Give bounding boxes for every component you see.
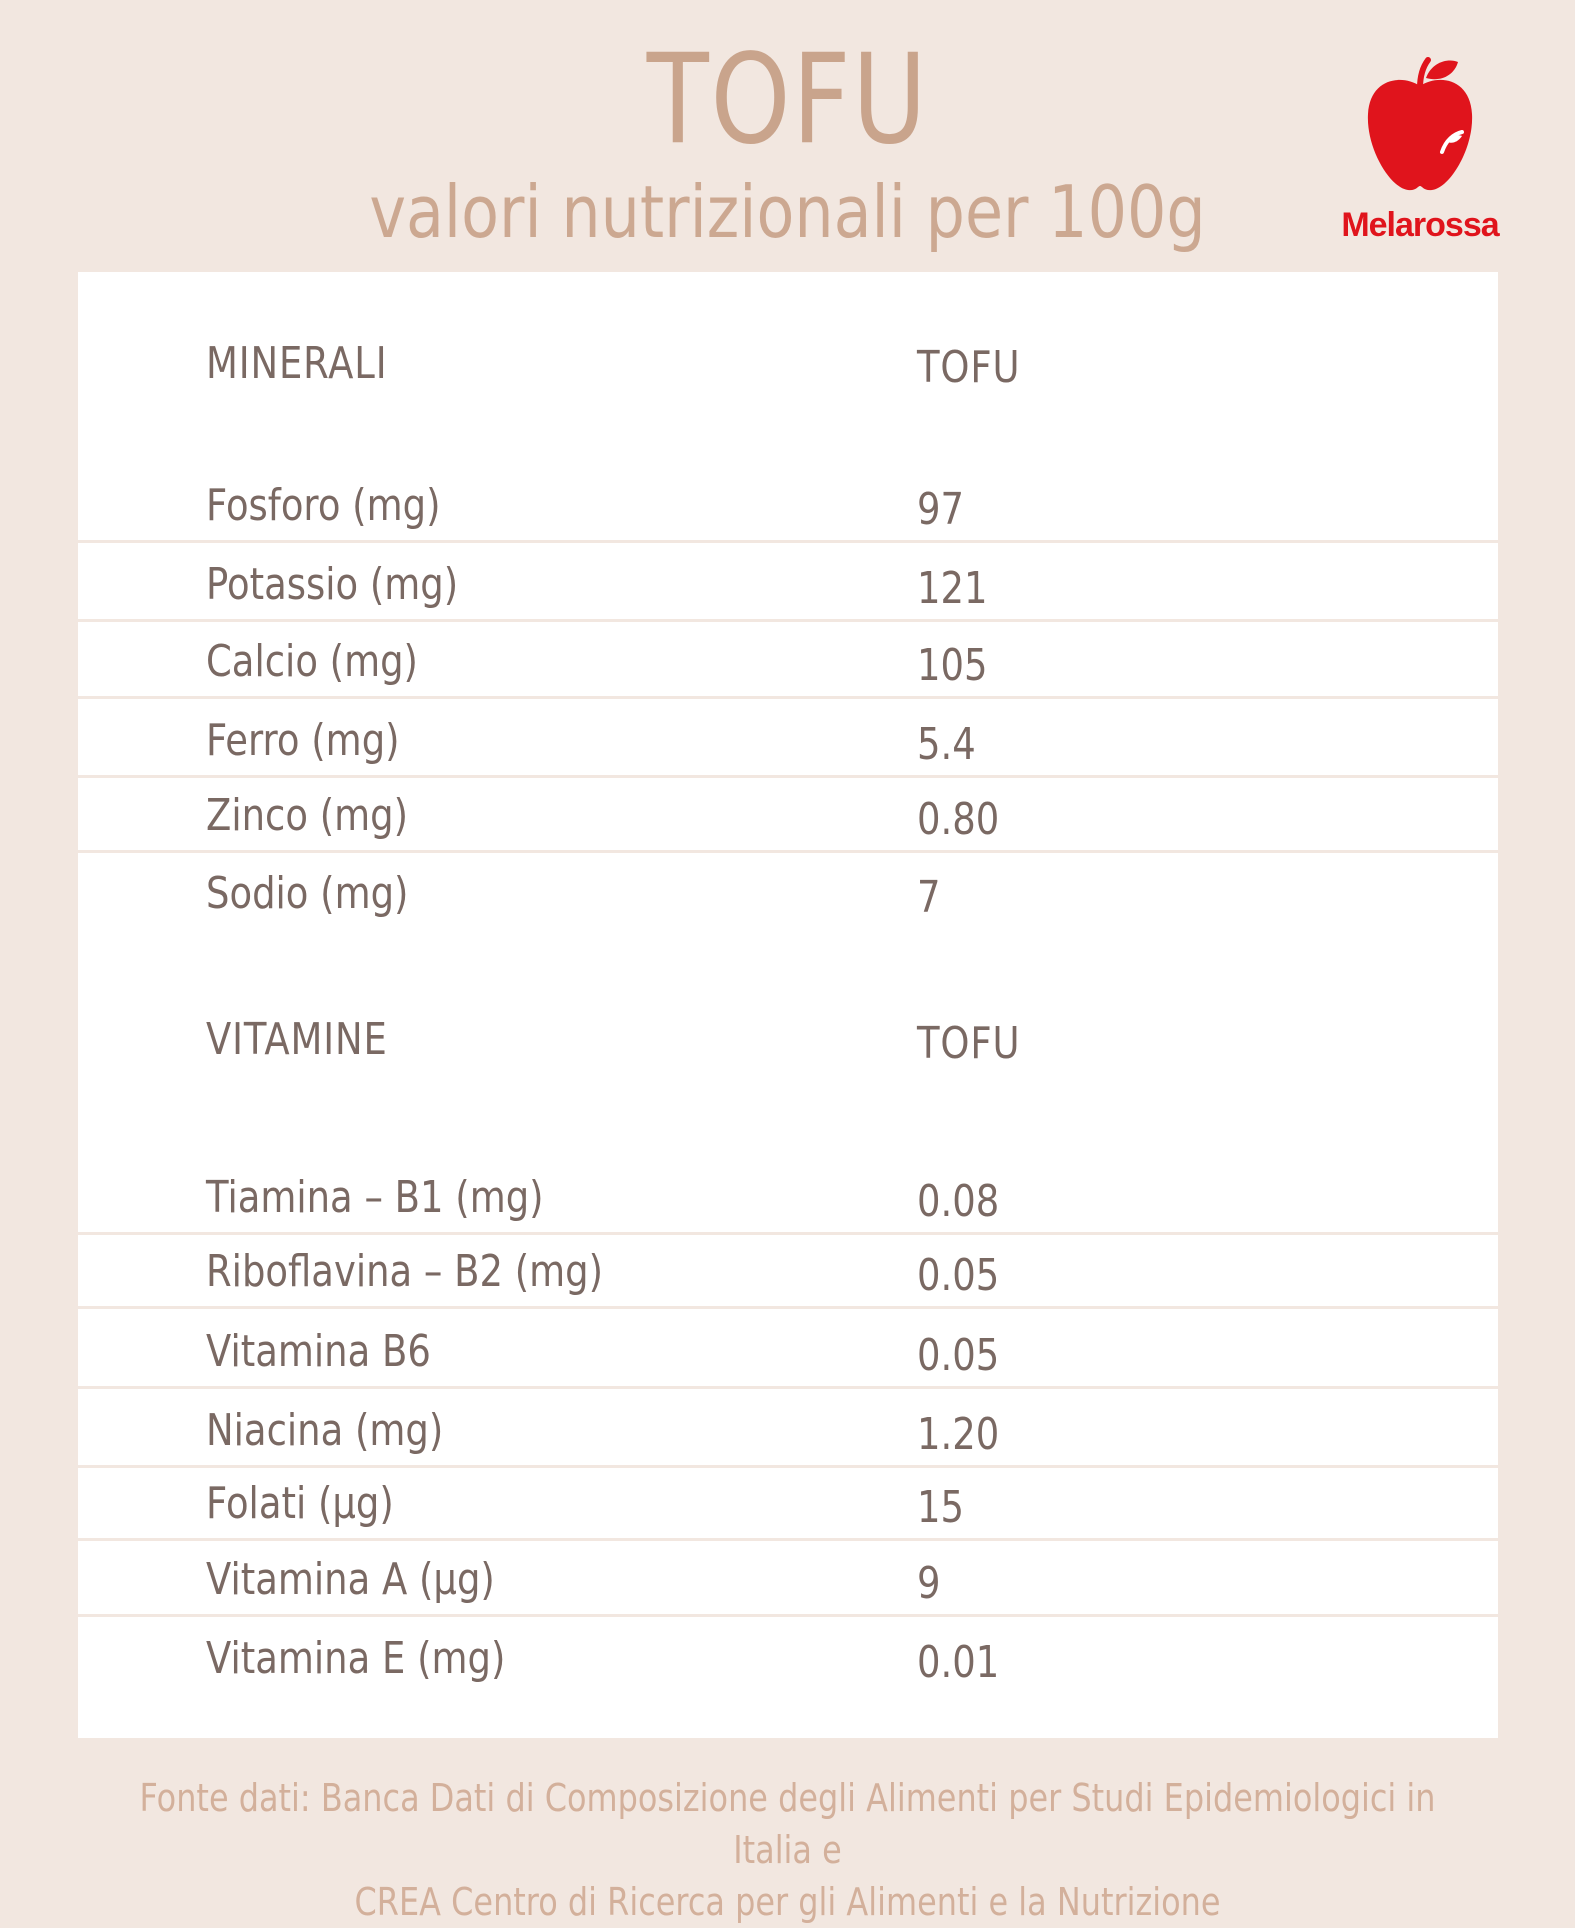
vitamins-header-row [78,998,1498,1074]
row-label: Niacina (mg) [206,1405,444,1456]
page-title: TOFU [646,28,929,172]
row-value: 97 [917,484,965,535]
minerals-header-row [78,322,1498,398]
source-line-2: CREA Centro di Ricerca per gli Alimenti e la Nutrizione [354,1880,1221,1924]
row-label: Riboflavina – B2 (mg) [206,1246,604,1297]
row-label: Vitamina E (mg) [206,1633,506,1684]
row-label: Vitamina B6 [206,1326,431,1377]
row-label: Fosforo (mg) [206,480,441,531]
row-value: 9 [917,1558,941,1609]
table-row [78,1389,1498,1468]
row-value: 0.80 [917,794,1000,845]
row-value: 121 [917,563,988,614]
row-value: 105 [917,640,988,691]
row-value: 0.01 [917,1637,1000,1688]
row-value: 5.4 [917,719,976,770]
row-value: 15 [917,1482,965,1533]
row-label: Ferro (mg) [206,715,400,766]
row-label: Tiamina – B1 (mg) [206,1172,544,1223]
table-row [78,1617,1498,1693]
table-row [78,1462,1498,1541]
logo-text: Melarossa [1341,206,1499,244]
table-row [78,1538,1498,1617]
row-value: 0.08 [917,1176,1000,1227]
minerals-header-value: TOFU [917,342,1021,393]
table-row [78,543,1498,622]
table-row [78,774,1498,853]
table-row [78,464,1498,543]
row-value: 7 [917,872,941,923]
row-label: Potassio (mg) [206,559,459,610]
table-row [78,1156,1498,1235]
table-row [78,1310,1498,1389]
vitamins-header-value: TOFU [917,1018,1021,1069]
vitamins-header-label: VITAMINE [206,1014,388,1065]
row-label: Sodio (mg) [206,868,409,919]
table-row [78,620,1498,699]
source-footer [126,1772,1449,1928]
row-label: Calcio (mg) [206,636,418,687]
row-value: 0.05 [917,1330,1000,1381]
row-label: Vitamina A (µg) [206,1554,495,1605]
table-row [78,852,1498,928]
row-value: 0.05 [917,1250,1000,1301]
row-label: Folati (µg) [206,1478,394,1529]
row-value: 1.20 [917,1409,1000,1460]
nutrition-table [78,272,1498,1738]
melarossa-logo [1330,56,1510,246]
source-line-1: Fonte dati: Banca Dati di Composizione degli Alimenti per Studi Epidemiologici in Italia e [139,1776,1436,1872]
table-row [78,699,1498,778]
page-subtitle: valori nutrizionali per 100g [369,170,1206,254]
row-label: Zinco (mg) [206,790,409,841]
minerals-header-label: MINERALI [206,338,388,389]
apple-icon [1362,56,1478,196]
table-row [78,1230,1498,1309]
